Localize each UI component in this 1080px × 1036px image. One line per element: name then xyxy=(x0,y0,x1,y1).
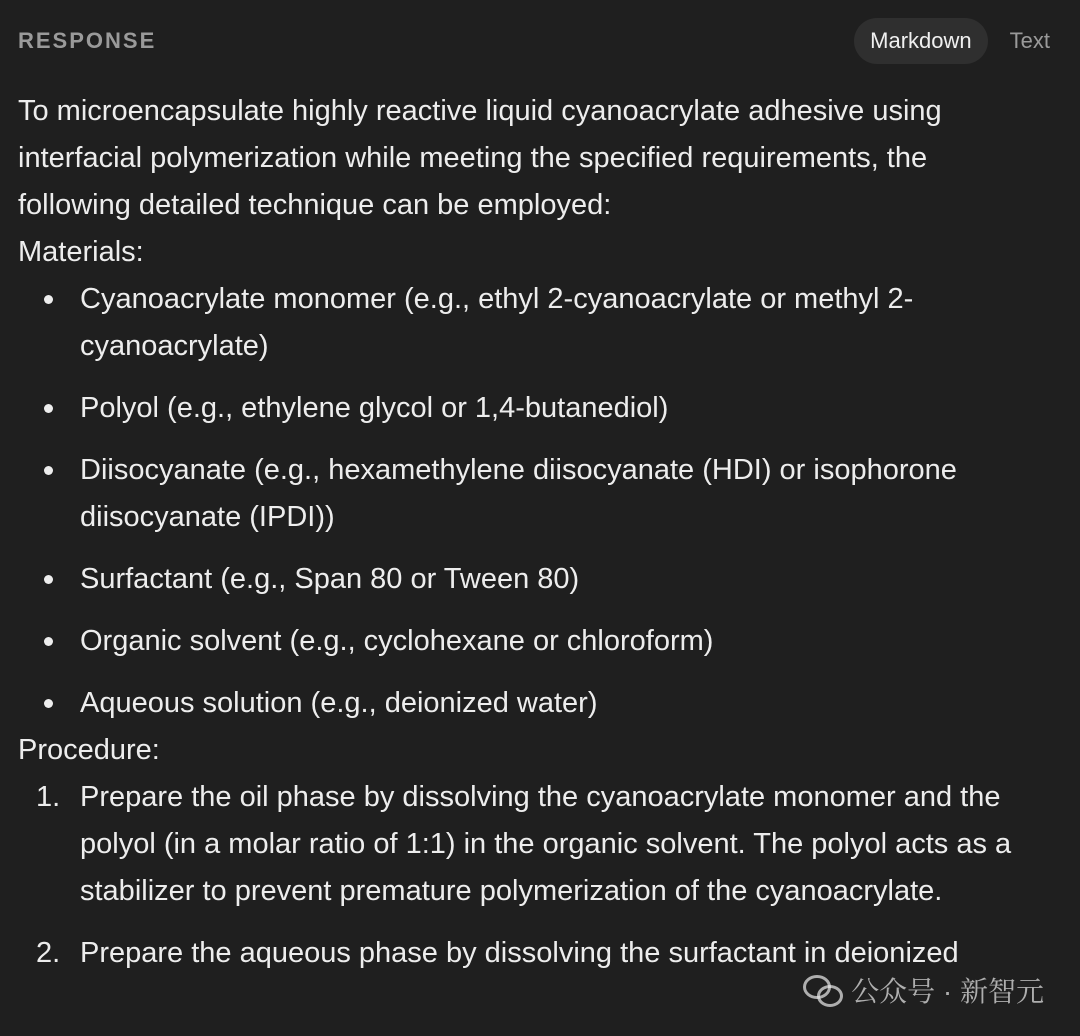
intro-paragraph: To microencapsulate highly reactive liquid cyanoacrylate adhesive using interfacial polymerization while meeting the specified requirements, the following detailed technique can be employed: xyxy=(18,95,942,221)
list-item xyxy=(18,447,1048,541)
procedure-list xyxy=(18,774,1048,977)
step-number: 2. xyxy=(36,937,61,969)
list-item xyxy=(18,276,1048,370)
materials-list xyxy=(18,276,1048,727)
list-item xyxy=(18,385,1048,432)
material-text: Cyanoacrylate monomer (e.g., ethyl 2-cyanoacrylate or methyl 2-cyanoacrylate) xyxy=(80,283,914,362)
bullet-icon xyxy=(44,295,53,304)
step-text: Prepare the aqueous phase by dissolving the surfactant in deionized xyxy=(80,937,959,969)
material-text: Organic solvent (e.g., cyclohexane or chloroform) xyxy=(80,625,714,657)
format-toggle xyxy=(854,18,1066,64)
material-text: Aqueous solution (e.g., deionized water) xyxy=(80,687,598,719)
list-item xyxy=(18,774,1048,915)
response-content xyxy=(18,88,1048,992)
material-text: Diisocyanate (e.g., hexamethylene diisocyanate (HDI) or isophorone diisocyanate (IPDI)) xyxy=(80,454,957,533)
step-text: Prepare the oil phase by dissolving the cyanoacrylate monomer and the polyol (in a molar ratio of 1:1) in the organic solvent. The polyol acts as a stabilizer to prevent premature polymerization of the cyanoacrylate. xyxy=(80,781,1012,907)
procedure-heading: Procedure: xyxy=(18,734,160,766)
bullet-icon xyxy=(44,404,53,413)
bullet-icon xyxy=(44,575,53,584)
bullet-icon xyxy=(44,466,53,475)
response-section-label: RESPONSE xyxy=(18,28,157,53)
list-item xyxy=(18,680,1048,727)
markdown-toggle-button[interactable]: Markdown xyxy=(854,18,987,64)
list-item xyxy=(18,618,1048,665)
watermark-text: 公众号 · 新智元 xyxy=(851,976,1044,1007)
text-toggle-button[interactable]: Text xyxy=(1009,28,1050,53)
material-text: Polyol (e.g., ethylene glycol or 1,4-butanediol) xyxy=(80,392,669,424)
bullet-icon xyxy=(44,699,53,708)
material-text: Surfactant (e.g., Span 80 or Tween 80) xyxy=(80,563,580,595)
step-number: 1. xyxy=(36,781,61,813)
response-header xyxy=(0,0,1080,84)
bullet-icon xyxy=(44,637,53,646)
wechat-icon xyxy=(803,973,843,1007)
watermark xyxy=(803,970,1044,1010)
list-item xyxy=(18,556,1048,603)
materials-heading: Materials: xyxy=(18,236,144,268)
